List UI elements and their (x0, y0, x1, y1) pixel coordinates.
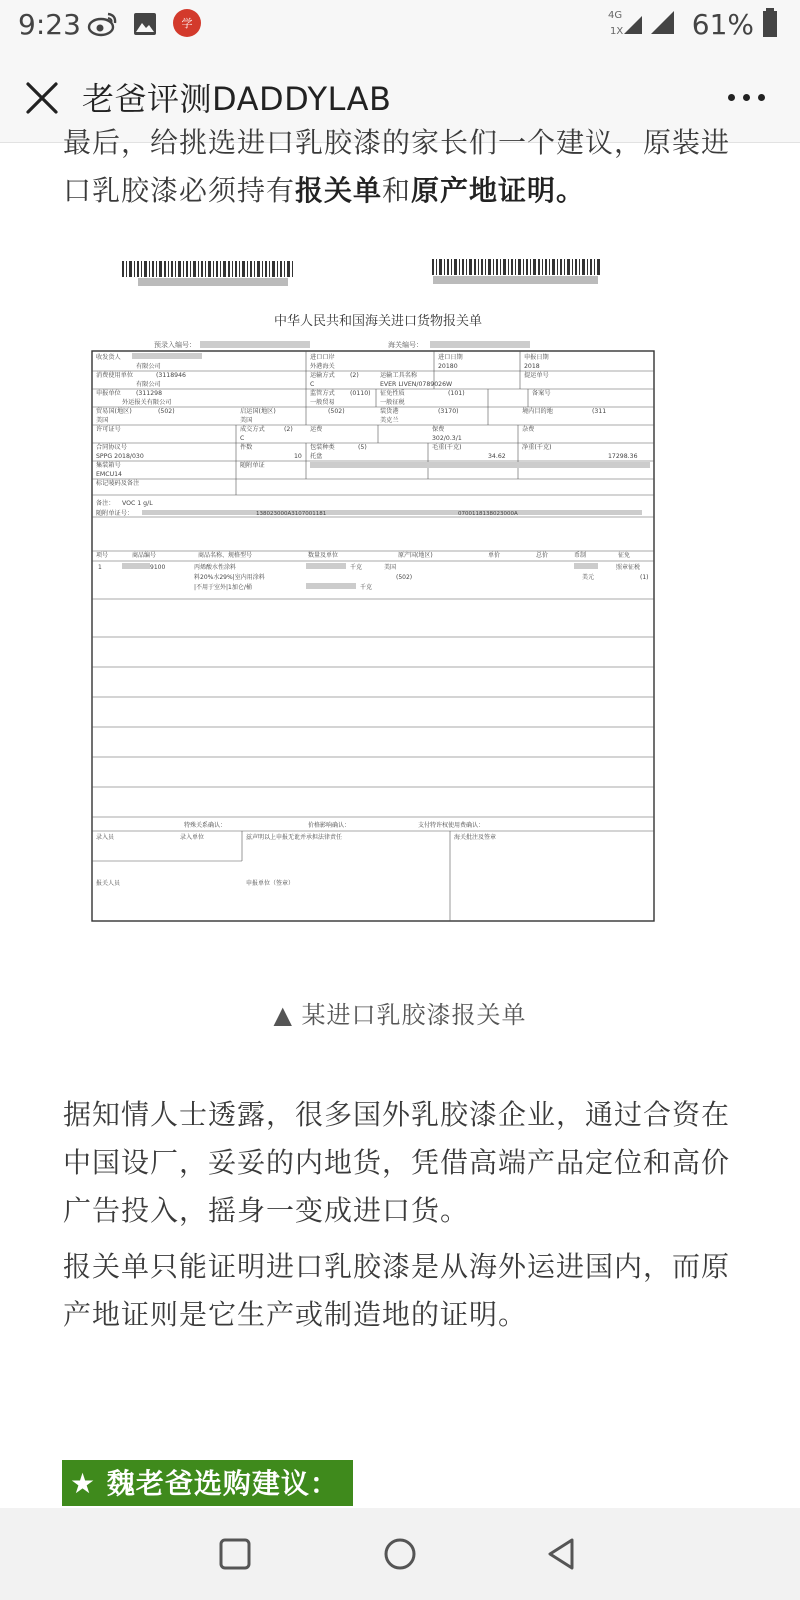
doc-field-import-date: 进口日期 (438, 354, 463, 361)
doc-declare-date-val: 2018 (524, 363, 540, 370)
doc-trade-country-code: (502) (158, 408, 175, 415)
weibo-icon (88, 11, 118, 37)
doc-row-qty1: 千克 (350, 564, 363, 571)
doc-cert-no-val: 138023000A3107001181 (256, 511, 327, 517)
doc-col-qty: 数量及单位 (308, 552, 339, 559)
doc-row-origin-code: (502) (396, 574, 413, 581)
doc-consignee-company: 有限公司 (136, 363, 161, 370)
doc-field-loading-port: 装货港 (380, 408, 399, 415)
doc-trade-country-val: 美国 (96, 417, 109, 424)
recents-icon[interactable] (215, 1534, 255, 1574)
doc-field-insurance: 保费 (432, 426, 445, 433)
doc-field-remarks: 备注： (96, 500, 115, 507)
intro-mid: 和 (382, 174, 412, 207)
doc-import-date-val: 20180 (438, 363, 458, 370)
doc-field-contract-no: 合同协议号 (96, 444, 127, 451)
doc-declarant-company: 外运报关有限公司 (122, 399, 172, 406)
doc-col-origin: 原产国(地区) (398, 552, 433, 559)
doc-delivery-mode-code: (2) (284, 426, 293, 433)
article-content (0, 126, 800, 1508)
doc-row-name3: |不用于室外|1加仑/桶 (194, 584, 252, 591)
doc-col-item: 项号 (96, 552, 109, 559)
system-nav-bar (0, 1508, 800, 1600)
doc-field-consumer: 消费使用单位 (96, 372, 134, 379)
doc-field-net-weight: 净重(千克) (522, 444, 552, 451)
doc-field-license-no: 许可证号 (96, 426, 121, 433)
doc-row-name1: 丙烯酸水性涂料 (194, 564, 237, 571)
doc-remarks-val: VOC 1 g/L (122, 500, 153, 507)
doc-package-code: (5) (358, 444, 367, 451)
doc-entry-port-sub: 外港海关 (310, 363, 335, 370)
intro-bold-customs: 报关单 (295, 174, 383, 207)
doc-royalty: 支付特许权使用费确认： (418, 822, 485, 829)
doc-customs-note: 海关批注及签章 (454, 834, 497, 841)
status-time: 9:23 (18, 8, 81, 41)
doc-net-weight-val: 17298.36 (608, 453, 638, 460)
doc-field-destination: 境内目的地 (522, 408, 553, 415)
back-icon[interactable] (542, 1534, 582, 1574)
doc-contract-no-val: SPPG 2018/030 (96, 453, 144, 460)
intro-paragraph (63, 119, 743, 215)
doc-special: 特殊关系确认： (184, 822, 227, 829)
doc-field-trade-country: 贸易国(地区) (96, 408, 132, 415)
battery-percent: 61% (691, 8, 754, 41)
doc-supervision-code: (0110) (350, 390, 371, 397)
doc-field-cert-no: 随附单证号： (96, 510, 134, 517)
tip-label: ★ 魏老爸选购建议： (62, 1460, 353, 1506)
doc-col-code: 商品编号 (132, 552, 157, 559)
doc-field-origin-country: 启运国(地区) (240, 408, 276, 415)
doc-transport-mode-val: C (310, 381, 315, 388)
doc-container-no-val: EMCU14 (96, 471, 122, 478)
doc-origin-country-val: 美国 (240, 417, 253, 424)
doc-row-qty2: 千克 (360, 584, 373, 591)
doc-price-effect: 价格影响确认： (308, 822, 351, 829)
doc-field-marks: 标记唛码及备注 (96, 480, 140, 487)
intro-bold-origin: 原产地证明。 (411, 174, 586, 207)
doc-field-transport-mode: 运输方式 (310, 372, 335, 379)
doc-col-currency: 币制 (574, 552, 587, 559)
doc-field-consignee: 收发货人 (96, 354, 121, 361)
doc-title: 中华人民共和国海关进口货物报关单 (273, 314, 483, 329)
doc-delivery-mode-val: C (240, 435, 245, 442)
doc-package-val: 托盘 (310, 453, 323, 460)
doc-tax-nature-code: (101) (448, 390, 465, 397)
signal-icon (622, 10, 644, 36)
doc-cert-no-val2: 0700118138023000A (458, 511, 518, 517)
doc-row-origin: 美国 (384, 564, 397, 571)
paragraph-2: 据知情人士透露，很多国外乳胶漆企业，通过合资在中国设厂，妥妥的内地货，凭借高端产品定位和高价广告投入，摇身一变成进口货。 (63, 1098, 731, 1227)
doc-loading-port-val: 美克兰 (380, 417, 399, 424)
doc-consumer-code: (3118946 (156, 372, 186, 379)
doc-field-record-no: 备案号 (532, 390, 551, 397)
doc-field-package: 包装种类 (310, 444, 335, 451)
doc-broker: 报关人员 (96, 880, 121, 887)
doc-gross-weight-val: 34.62 (488, 453, 506, 460)
doc-col-price: 单价 (488, 552, 501, 559)
doc-row-tax: 照章征税 (616, 564, 641, 571)
doc-insurance-val: 302/0.3/1 (432, 435, 462, 442)
doc-field-declare-date: 申报日期 (524, 354, 549, 361)
doc-customs-no: 海关编号： (388, 341, 423, 349)
doc-field-bill-no: 提运单号 (524, 372, 549, 379)
customs-declaration-image (88, 249, 666, 949)
intro-text: 最后，给挑选进口乳胶漆的家长们一个建议，原装进口乳胶漆必须持有 (63, 126, 731, 207)
doc-pre-entry-no: 预录入编号： (154, 341, 196, 349)
doc-destination-code: (311 (592, 408, 607, 415)
signal-icon (650, 10, 676, 36)
doc-col-total: 总价 (536, 552, 549, 559)
doc-supervision-val: 一般贸易 (310, 399, 335, 406)
doc-field-gross-weight: 毛重(千克) (432, 444, 462, 451)
doc-field-misc-fee: 杂费 (522, 426, 535, 433)
doc-statement: 兹声明以上申报无讹并承担法律责任 (246, 834, 343, 841)
doc-field-attached-docs: 随附单证 (240, 462, 265, 469)
page-title: 老爸评测DADDYLAB (82, 80, 392, 118)
doc-col-tax: 征免 (618, 552, 631, 559)
doc-row-tax-code: (1) (640, 574, 649, 581)
doc-field-entry-port: 进口口岸 (310, 354, 335, 361)
doc-field-freight: 运费 (310, 426, 323, 433)
battery-icon (762, 8, 778, 38)
doc-loading-port-code: (3170) (438, 408, 459, 415)
home-icon[interactable] (380, 1534, 420, 1574)
doc-field-declarant: 申报单位 (96, 390, 121, 397)
image-caption: ▲ 某进口乳胶漆报关单 (273, 1001, 527, 1029)
svg-text:学: 学 (181, 17, 193, 30)
doc-field-transport-tool: 运输工具名称 (380, 372, 418, 379)
doc-row-code: 9100 (150, 564, 166, 571)
doc-row-item: 1 (98, 564, 102, 571)
gallery-icon (132, 11, 158, 37)
app-notification-icon (172, 8, 202, 38)
doc-field-tax-nature: 征免性质 (380, 390, 405, 397)
doc-consumer-company: 有限公司 (136, 381, 161, 388)
doc-entry-person: 录入员 (96, 834, 115, 841)
more-icon[interactable] (728, 94, 768, 104)
doc-transport-mode-code: (2) (350, 372, 359, 379)
doc-row-currency: 美元 (582, 574, 595, 581)
doc-transport-tool-val: EVER LIVEN/0789026W (380, 381, 453, 388)
doc-entry-unit: 录入单位 (180, 834, 205, 841)
doc-row-name2: 料20%水29%|室内用涂料 (194, 574, 265, 581)
doc-pieces-val: 10 (294, 453, 302, 460)
close-icon[interactable] (22, 78, 62, 118)
doc-field-supervision: 监管方式 (310, 390, 335, 397)
doc-tax-nature-val: 一般征税 (380, 399, 405, 406)
doc-field-container-no: 集装箱号 (96, 462, 121, 469)
doc-field-pieces: 件数 (240, 444, 253, 451)
network-type: 4G (608, 10, 623, 21)
paragraph-3: 报关单只能证明进口乳胶漆是从海外运进国内，而原产地证则是它生产或制造地的证明。 (63, 1250, 731, 1331)
doc-origin-country-code: (502) (328, 408, 345, 415)
sim-slot: 1X (610, 26, 624, 37)
doc-declarant-code: (311298 (136, 390, 163, 397)
doc-field-delivery-mode: 成交方式 (240, 426, 265, 433)
doc-declarant-seal: 申报单位（签章） (246, 880, 295, 887)
status-bar (0, 0, 800, 50)
doc-col-name: 商品名称、规格型号 (198, 552, 253, 559)
